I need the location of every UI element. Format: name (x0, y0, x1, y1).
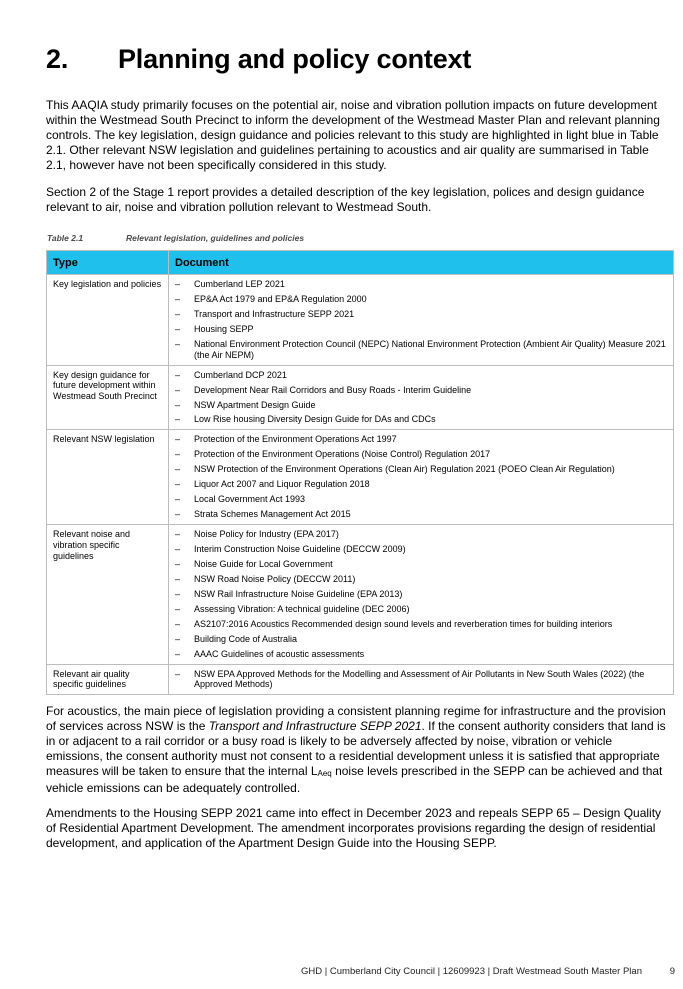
list-item: – AS2107:2016 Acoustics Recommended design sound levels and reverberation times for building interiors (175, 619, 667, 630)
intro-paragraph-2: Section 2 of the Stage 1 report provides a detailed description of the key legislation, polices and design guidance relevant to air, noise and vibration pollution relevant to Westmead South. (46, 185, 645, 214)
table-header-row (47, 251, 674, 275)
list-item: – Development Near Rail Corridors and Busy Roads - Interim Guideline (175, 385, 667, 396)
list-item: – Assessing Vibration: A technical guideline (DEC 2006) (175, 604, 667, 615)
list-item: – Protection of the Environment Operations Act 1997 (175, 434, 667, 445)
table-row (47, 664, 674, 695)
acoustics-text-a: For acoustics, the main piece of legislation providing a consistent planning regime for infrastructure and the provision of services across NSW is the (46, 704, 666, 733)
document-list (175, 434, 667, 520)
document-cell (169, 525, 674, 665)
list-item: – Low Rise housing Diversity Design Guide for DAs and CDCs (175, 414, 667, 425)
list-item: – NSW Apartment Design Guide (175, 400, 667, 411)
table-row (47, 365, 674, 430)
list-item: – AAAC Guidelines of acoustic assessments (175, 649, 667, 660)
header-document: Document (169, 251, 674, 275)
type-cell: Key legislation and policies (47, 275, 169, 366)
document-list (175, 370, 667, 426)
list-item: – Transport and Infrastructure SEPP 2021 (175, 309, 667, 320)
list-item: – Building Code of Australia (175, 634, 667, 645)
type-cell: Relevant air quality specific guidelines (47, 664, 169, 695)
list-item: – NSW Rail Infrastructure Noise Guideline (EPA 2013) (175, 589, 667, 600)
list-item: – Cumberland LEP 2021 (175, 279, 667, 290)
table-row (47, 430, 674, 525)
list-item: – Interim Construction Noise Guideline (DECCW 2009) (175, 544, 667, 555)
table-caption-number: Table 2.1 (47, 233, 84, 243)
list-item: – Local Government Act 1993 (175, 494, 667, 505)
document-list (175, 669, 667, 691)
acoustics-paragraph (46, 704, 672, 796)
laeq-subscript: Aeq (317, 769, 332, 778)
legislation-table (46, 250, 674, 695)
type-cell: Relevant noise and vibration specific guidelines (47, 525, 169, 665)
list-item: – Housing SEPP (175, 324, 667, 335)
list-item: – Liquor Act 2007 and Liquor Regulation 2018 (175, 479, 667, 490)
list-item: – Strata Schemes Management Act 2015 (175, 509, 667, 520)
list-item: – National Environment Protection Council (NEPC) National Environment Protection (Ambient Air Quality) Measure 2021 (the Air NEPM) (175, 339, 667, 361)
document-cell (169, 365, 674, 430)
housing-sepp-paragraph: Amendments to the Housing SEPP 2021 came into effect in December 2023 and repeals SEPP 65 – Design Quality of Residential Apartment Development. The amendment incorporates provisions regarding the design of residential development, and application of the Apartment Design Guide into the Housing SEPP. (46, 806, 662, 850)
table-row (47, 275, 674, 366)
section-heading (46, 44, 471, 75)
acoustics-text-c: noise levels prescribed in the SEPP can be achieved and that vehicle emissions can be adequately controlled. (46, 764, 663, 795)
page-number: 9 (669, 966, 675, 977)
table-row (47, 525, 674, 665)
section-title: Planning and policy context (118, 44, 472, 74)
acoustics-text-b: . If the consent authority considers that land is in or adjacent to a rail corridor or a busy road is likely to be adversely affected by noise, vibration or vehicle emissions, the consent authority must not consent to a residential development unless it is satisfied that appropriate measures will be taken to ensure that the internal L (46, 719, 666, 778)
document-list (175, 529, 667, 660)
type-cell: Relevant NSW legislation (47, 430, 169, 525)
list-item: – Noise Policy for Industry (EPA 2017) (175, 529, 667, 540)
list-item: – NSW Protection of the Environment Operations (Clean Air) Regulation 2021 (POEO Clean Air Regulation) (175, 464, 667, 475)
section-number: 2. (46, 44, 69, 74)
acoustics-sepp-name: Transport and Infrastructure SEPP 2021 (208, 719, 422, 733)
list-item: – NSW Road Noise Policy (DECCW 2011) (175, 574, 667, 585)
type-cell: Key design guidance for future development within Westmead South Precinct (47, 365, 169, 430)
document-cell (169, 275, 674, 366)
document-cell (169, 664, 674, 695)
list-item: – NSW EPA Approved Methods for the Modelling and Assessment of Air Pollutants in New South Wales (2022) (the Approved Methods) (175, 669, 667, 691)
header-type: Type (47, 251, 169, 275)
list-item: – Protection of the Environment Operations (Noise Control) Regulation 2017 (175, 449, 667, 460)
table-caption (47, 233, 304, 243)
list-item: – EP&A Act 1979 and EP&A Regulation 2000 (175, 294, 667, 305)
footer-text: GHD | Cumberland City Council | 12609923 | Draft Westmead South Master Plan (301, 966, 642, 977)
document-list (175, 279, 667, 361)
table-caption-title: Relevant legislation, guidelines and policies (126, 233, 305, 243)
list-item: – Noise Guide for Local Government (175, 559, 667, 570)
list-item: – Cumberland DCP 2021 (175, 370, 667, 381)
intro-paragraph-1: This AAQIA study primarily focuses on the potential air, noise and vibration pollution impacts on future development within the Westmead South Precinct to inform the development of the Westmead Master Plan and relevant planning controls. The key legislation, design guidance and policies relevant to this study are highlighted in light blue in Table 2.1. Other relevant NSW legislation and guidelines pertaining to acoustics and air quality are summarised in Table 2.1, however have not been specifically considered in this study. (46, 98, 660, 172)
document-cell (169, 430, 674, 525)
